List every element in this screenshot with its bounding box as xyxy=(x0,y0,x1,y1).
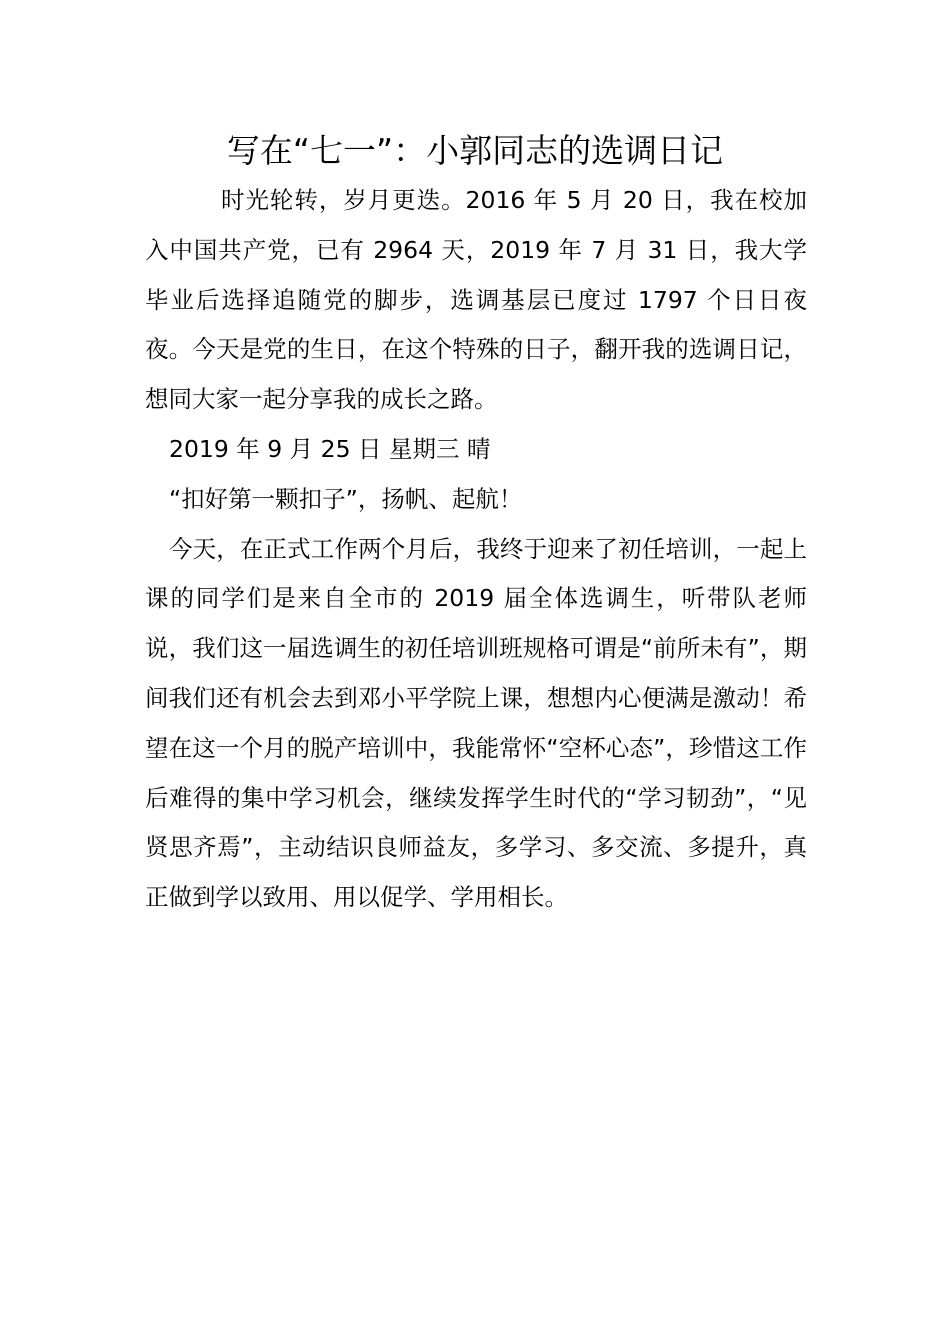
diary-date-line: 2019 年 9 月 25 日 星期三 晴 xyxy=(169,434,491,463)
document-body xyxy=(145,176,807,923)
intro-paragraph: 时光轮转，岁月更迭。2016 年 5 月 20 日，我在校加入中国共产党，已有 2964 天，2019 年 7 月 31 日，我大学毕业后选择追随党的脚步，选调基层已度过 1797 个日日夜夜。今天是党的生日，在这个特殊的日子，翻开我的选调日记，想同大家一起分享我的成长之路。 xyxy=(145,186,807,414)
diary-entry-paragraph: 今天，在正式工作两个月后，我终于迎来了初任培训，一起上课的同学们是来自全市的 2019 届全体选调生，听带队老师说，我们这一届选调生的初任培训班规格可谓是“前所未有”，期间我们还有机会去到邓小平学院上课，想想内心便满是激动！希望在这一个月的脱产培训中，我能常怀“空杯心态”，珍惜这工作后难得的集中学习机会，继续发挥学生时代的“学习韧劲”，“见贤思齐焉”，主动结识良师益友，多学习、多交流、多提升，真正做到学以致用、用以促学、学用相长。 xyxy=(145,534,807,912)
diary-heading: “扣好第一颗扣子”，扬帆、起航！ xyxy=(169,484,523,513)
document-title: 写在“七一”：小郭同志的选调日记 xyxy=(226,131,724,170)
